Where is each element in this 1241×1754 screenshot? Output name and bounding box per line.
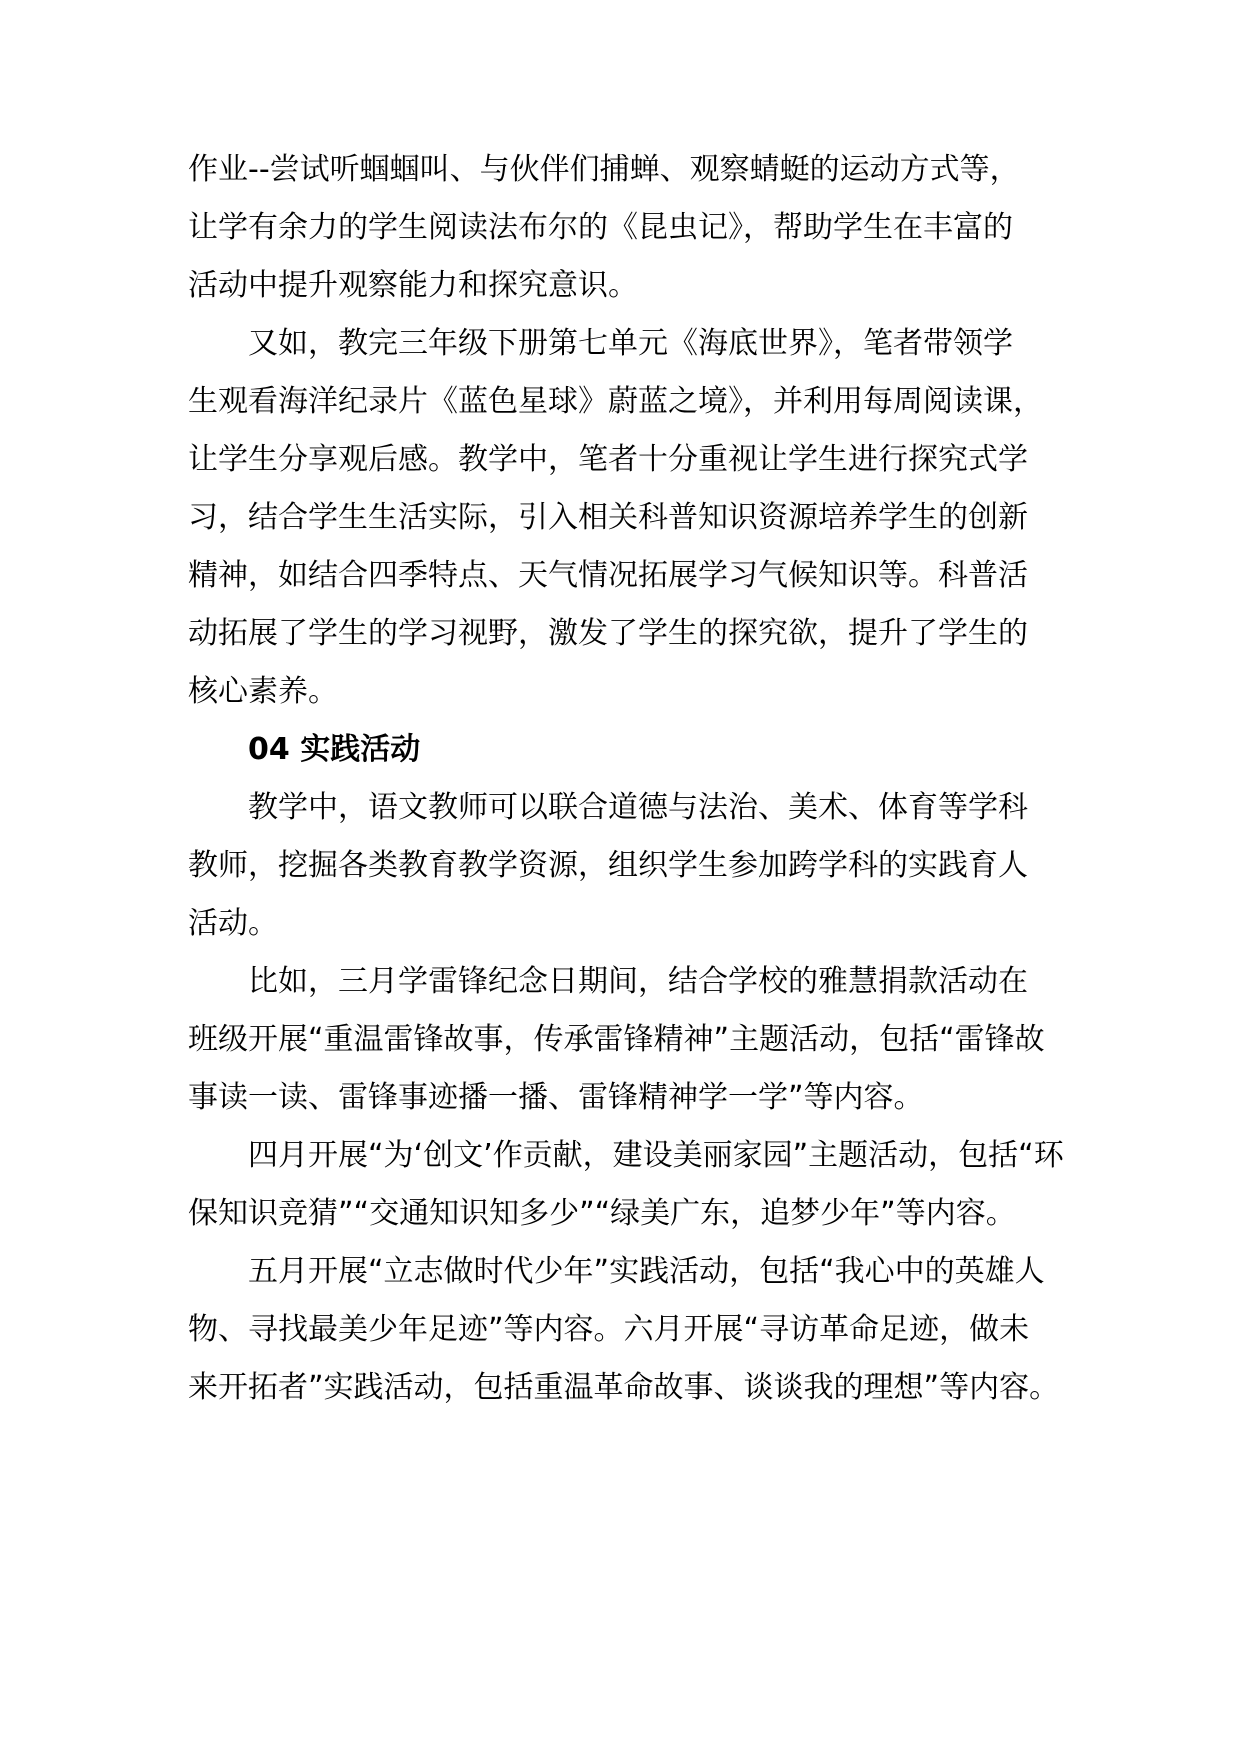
- section-heading: 04 实践活动: [248, 732, 421, 767]
- text-line: 班级开展“重温雷锋故事，传承雷锋精神”主题活动，包括“雷锋故: [188, 1022, 1045, 1057]
- text-line: 核心素养。: [188, 674, 338, 709]
- text-line: 教学中，语文教师可以联合道德与法治、美术、体育等学科: [248, 790, 1028, 825]
- text-line: 作业--尝试听蝈蝈叫、与伙伴们捕蝉、观察蜻蜓的运动方式等，: [188, 152, 1020, 187]
- text-line: 精神，如结合四季特点、天气情况拓展学习气候知识等。科普活: [188, 558, 1028, 593]
- text-line: 生观看海洋纪录片《蓝色星球》蔚蓝之境》，并利用每周阅读课，: [188, 384, 1043, 419]
- text-line: 事读一读、雷锋事迹播一播、雷锋精神学一学”等内容。: [188, 1080, 924, 1115]
- text-line: 活动中提升观察能力和探究意识。: [188, 268, 638, 303]
- text-line: 让学有余力的学生阅读法布尔的《昆虫记》，帮助学生在丰富的: [188, 210, 1013, 245]
- text-line: 五月开展“立志做时代少年”实践活动，包括“我心中的英雄人: [248, 1254, 1045, 1289]
- text-line: 来开拓者”实践活动，包括重温革命故事、谈谈我的理想”等内容。: [188, 1370, 1060, 1405]
- text-line: 习，结合学生生活实际，引入相关科普知识资源培养学生的创新: [188, 500, 1028, 535]
- text-line: 活动。: [188, 906, 278, 941]
- text-line: 物、寻找最美少年足迹”等内容。六月开展“寻访革命足迹，做未: [188, 1312, 1030, 1347]
- text-line: 又如，教完三年级下册第七单元《海底世界》，笔者带领学: [248, 326, 1013, 361]
- text-line: 教师，挖掘各类教育教学资源，组织学生参加跨学科的实践育人: [188, 848, 1028, 883]
- text-line: 四月开展“为‘创文’作贡献，建设美丽家园”主题活动，包括“环: [248, 1138, 1064, 1173]
- text-line: 保知识竞猜”“交通知识知多少”“绿美广东，追梦少年”等内容。: [188, 1196, 1016, 1231]
- text-line: 让学生分享观后感。教学中，笔者十分重视让学生进行探究式学: [188, 442, 1028, 477]
- text-line: 动拓展了学生的学习视野，激发了学生的探究欲，提升了学生的: [188, 616, 1028, 651]
- text-line: 比如，三月学雷锋纪念日期间，结合学校的雅慧捐款活动在: [248, 964, 1028, 999]
